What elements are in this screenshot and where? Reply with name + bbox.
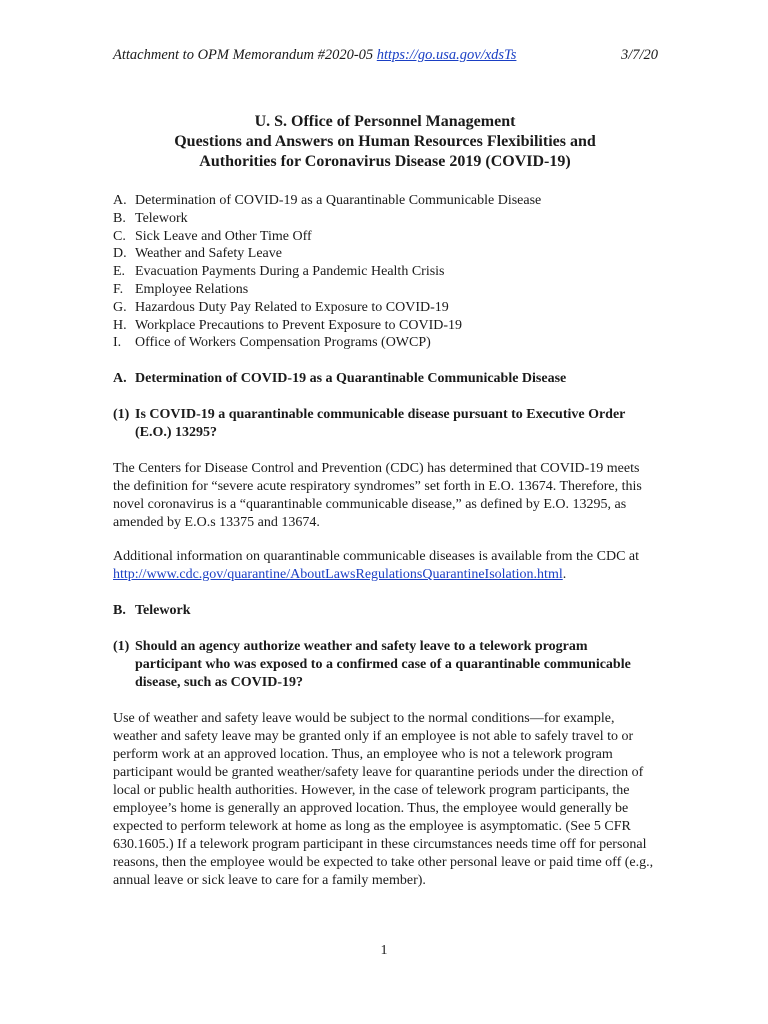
- toc-item: [113, 228, 658, 246]
- section-a-paragraph-2: [113, 548, 658, 584]
- section-b-paragraph-1: Use of weather and safety leave would be subject to the normal conditions—for example, weather and safety leave may be granted only if an employee is not able to safely travel to or perform work at an approved location. Thus, an employee who is not a telework program participant would be granted weather/safety leave for quarantine periods under the direction of local or public health authorities. However, in the case of telework program participants, the employee’s home is generally an approved location. Thus, the employee would generally be expected to perform telework at home as long as the employee is asymptomatic. (See 5 CFR 630.1605.) If a telework program participant in these circumstances needs time off for personal reasons, then the employee would be expected to take other personal leave or paid time off (e.g., annual leave or sick leave to care for a family member).: [113, 711, 654, 888]
- section-a-question-1: [113, 406, 653, 442]
- page-number: 1: [380, 943, 388, 958]
- toc-label: Weather and Safety Leave: [135, 246, 282, 262]
- document-title: [100, 112, 670, 172]
- toc-letter: B.: [113, 210, 126, 226]
- section-b-title: Telework: [135, 603, 191, 618]
- toc-item: [113, 281, 658, 299]
- toc-letter: I.: [113, 335, 122, 351]
- toc-label: Telework: [135, 210, 188, 226]
- section-b-letter: B.: [113, 603, 126, 618]
- toc-label: Workplace Precautions to Prevent Exposure to COVID-19: [135, 317, 463, 333]
- header-link[interactable]: https://go.usa.gov/xdsTs: [376, 47, 517, 63]
- toc-letter: F.: [113, 281, 124, 297]
- title-line-1: U. S. Office of Personnel Management: [254, 113, 516, 130]
- toc-item: [113, 317, 658, 335]
- paragraph-text: Additional information on quarantinable communicable diseases is available from the CDC at: [113, 549, 640, 564]
- toc-item: [113, 299, 658, 317]
- header-left: [113, 47, 516, 64]
- toc-letter: A.: [113, 193, 127, 208]
- toc-label: Employee Relations: [135, 281, 249, 297]
- toc-letter: H.: [113, 317, 127, 333]
- toc-item: [113, 263, 658, 281]
- question-number: (1): [113, 407, 130, 422]
- title-line-3: Authorities for Coronavirus Disease 2019 (COVID-19): [199, 153, 571, 170]
- toc-label: Office of Workers Compensation Programs (OWCP): [135, 335, 431, 351]
- section-a-paragraph-1: The Centers for Disease Control and Prevention (CDC) has determined that COVID-19 meets the definition for “severe acute respiratory syndromes” set forth in E.O. 13674. Therefore, this novel coronavirus is a “quarantinable communicable disease,” as defined by E.O. 13295, as amended by E.O.s 13375 and 13674.: [113, 461, 642, 530]
- cdc-link[interactable]: http://www.cdc.gov/quarantine/AboutLawsRegulationsQuarantineIsolation.html: [113, 567, 563, 582]
- page-header: [113, 47, 658, 67]
- table-of-contents: [113, 192, 658, 352]
- header-date: 3/7/20: [620, 47, 658, 63]
- section-b-heading: [113, 602, 190, 620]
- section-a-letter: A.: [113, 371, 127, 386]
- question-text: Is COVID-19 a quarantinable communicable disease pursuant to Executive Order (E.O.) 13295?: [135, 407, 626, 440]
- section-a-title: Determination of COVID-19 as a Quarantinable Communicable Disease: [135, 371, 567, 386]
- toc-label: Determination of COVID-19 as a Quarantinable Communicable Disease: [135, 193, 542, 208]
- toc-letter: E.: [113, 264, 126, 280]
- question-number: (1): [113, 639, 130, 654]
- question-text: Should an agency authorize weather and safety leave to a telework program participant who was exposed to a confirmed case of a quarantinable communicable disease, such as COVID-19?: [135, 639, 631, 690]
- toc-item: [113, 210, 658, 228]
- toc-item: [113, 245, 658, 263]
- toc-label: Hazardous Duty Pay Related to Exposure to COVID-19: [135, 299, 449, 315]
- section-b-question-1: [113, 638, 653, 692]
- toc-label: Sick Leave and Other Time Off: [135, 228, 312, 244]
- toc-letter: C.: [113, 228, 126, 244]
- title-line-2: Questions and Answers on Human Resources Flexibilities and: [174, 133, 596, 150]
- paragraph-end: .: [562, 567, 567, 582]
- toc-letter: D.: [113, 246, 127, 262]
- toc-item: [113, 334, 658, 352]
- toc-item: [113, 192, 658, 210]
- header-text: Attachment to OPM Memorandum #2020-05: [113, 47, 374, 63]
- section-a-heading: [113, 370, 566, 388]
- toc-letter: G.: [113, 299, 127, 315]
- toc-label: Evacuation Payments During a Pandemic Health Crisis: [135, 264, 445, 280]
